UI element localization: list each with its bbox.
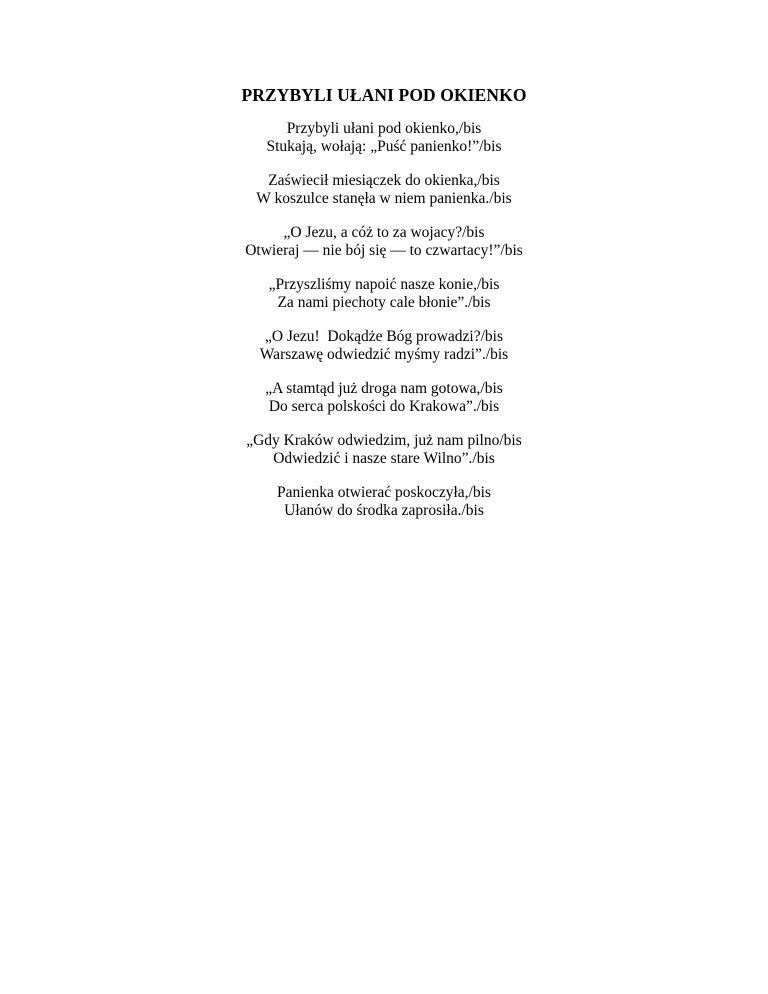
verse-line: Stukają, wołają: „Puść panienko!”/bis: [266, 138, 502, 155]
verse-line: Otwieraj — nie bój się — to czwartacy!”/bis: [245, 242, 523, 259]
verse-line: „Gdy Kraków odwiedzim, już nam pilno/bis: [246, 432, 522, 449]
stanza-2: [0, 172, 768, 208]
stanza-3: [0, 224, 768, 260]
stanza-8: [0, 484, 768, 520]
verse-line: „O Jezu! Dokądże Bóg prowadzi?/bis: [264, 328, 504, 345]
stanza-7: [0, 432, 768, 468]
verse-line: „A stamtąd już droga nam gotowa,/bis: [265, 380, 503, 397]
verse-line: „Przyszliśmy napoić nasze konie,/bis: [268, 276, 500, 293]
verse-line: Przybyli ułani pod okienko,/bis: [286, 120, 482, 137]
verse-line: Warszawę odwiedzić myśmy radzi”./bis: [259, 346, 509, 363]
verse-line: Za nami piechoty cale błonie”./bis: [277, 294, 491, 311]
stanza-1: [0, 120, 768, 156]
stanza-6: [0, 380, 768, 416]
verse-line: „O Jezu, a cóż to za wojacy?/bis: [283, 224, 485, 241]
song-title: PRZYBYLI UŁANI POD OKIENKO: [241, 85, 527, 105]
verse-line: Panienka otwierać poskoczyła,/bis: [277, 484, 491, 501]
verse-line: Zaświecił miesiączek do okienka,/bis: [268, 172, 500, 189]
song-lyrics: [0, 120, 768, 536]
verse-line: W koszulce stanęła w niem panienka./bis: [256, 190, 512, 207]
verse-line: Odwiedzić i nasze stare Wilno”./bis: [273, 450, 495, 467]
stanza-5: [0, 328, 768, 364]
verse-line: Do serca polskości do Krakowa”./bis: [268, 398, 500, 415]
verse-line: Ułanów do środka zaprosiła./bis: [284, 502, 484, 519]
stanza-4: [0, 276, 768, 312]
